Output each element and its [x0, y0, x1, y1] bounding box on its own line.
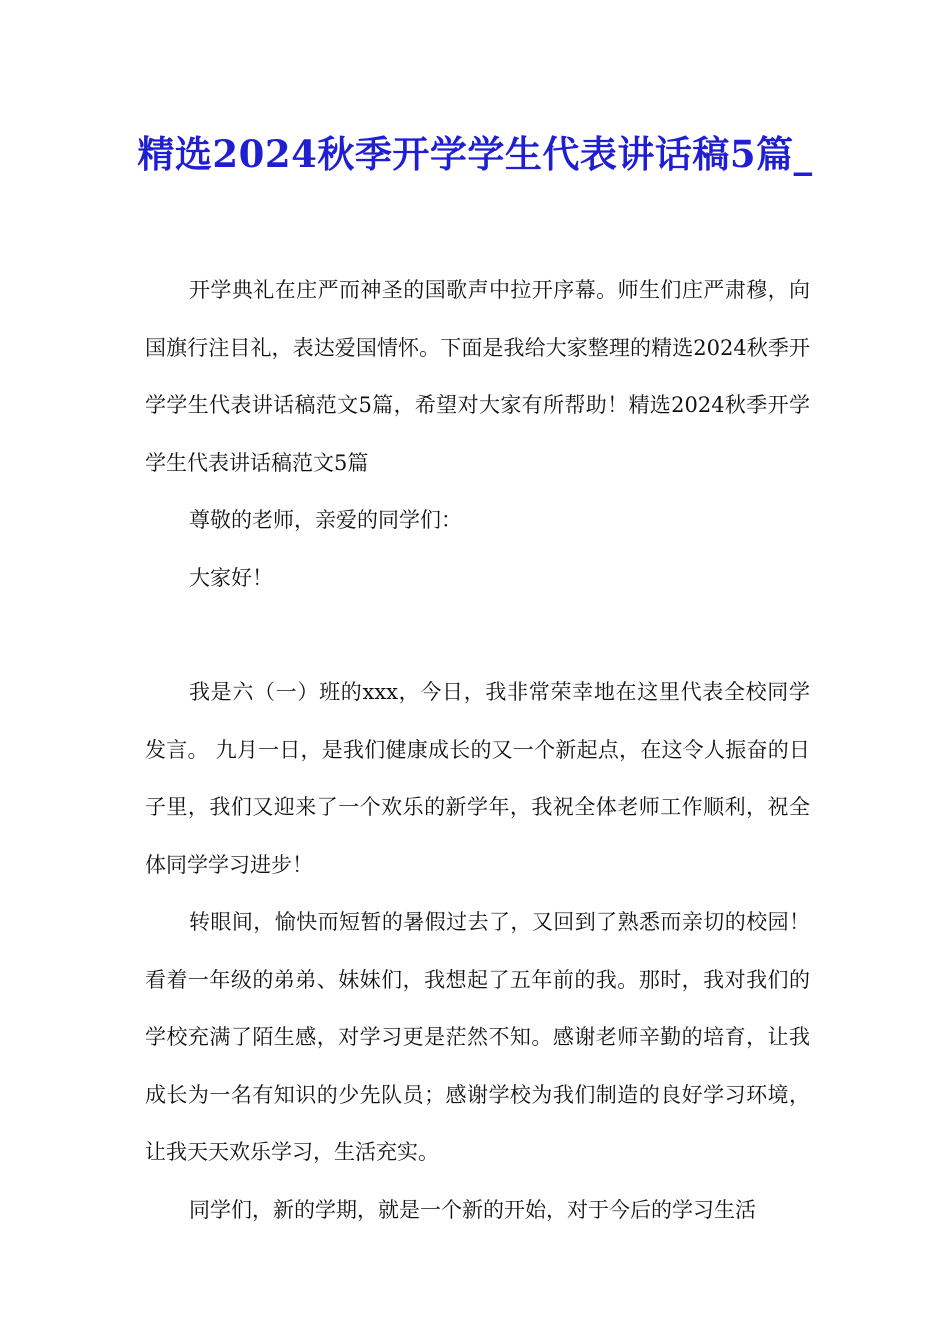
body-paragraph: 同学们，新的学期，就是一个新的开始，对于今后的学习生活	[189, 1197, 756, 1222]
salutation-paragraph: 尊敬的老师，亲爱的同学们：	[189, 508, 462, 532]
body-paragraph: 转眼间，愉快而短暂的暑假过去了，又回到了熟悉而亲切的校园！看着一年级的弟弟、妹妹们，我想起了五年前的我。那时，我对我们的学校充满了陌生感，对学习更是茫然不知。感谢老师辛勤的培育，让我成长为一名有知识的少先队员；感谢学校为我们制造的良好学习环境，让我天天欢乐学习，生活充实。	[145, 910, 810, 1164]
greeting-paragraph: 大家好！	[189, 565, 273, 590]
document-title: 精选2024秋季开学学生代表讲话稿5篇_	[137, 132, 813, 176]
document-body	[145, 262, 810, 1239]
intro-paragraph: 开学典礼在庄严而神圣的国歌声中拉开序幕。师生们庄严肃穆，向国旗行注目礼，表达爱国情怀。下面是我给大家整理的精选2024秋季开学学生代表讲话稿范文5篇，希望对大家有所帮助！精选2024秋季开学学生代表讲话稿范文5篇	[145, 278, 810, 475]
body-paragraph: 我是六（一）班的xxx，今日，我非常荣幸地在这里代表全校同学发言。 九月一日，是我们健康成长的又一个新起点，在这令人振奋的日子里，我们又迎来了一个欢乐的新学年，我祝全体老师工作顺利，祝全体同学学习进步！	[145, 680, 810, 877]
